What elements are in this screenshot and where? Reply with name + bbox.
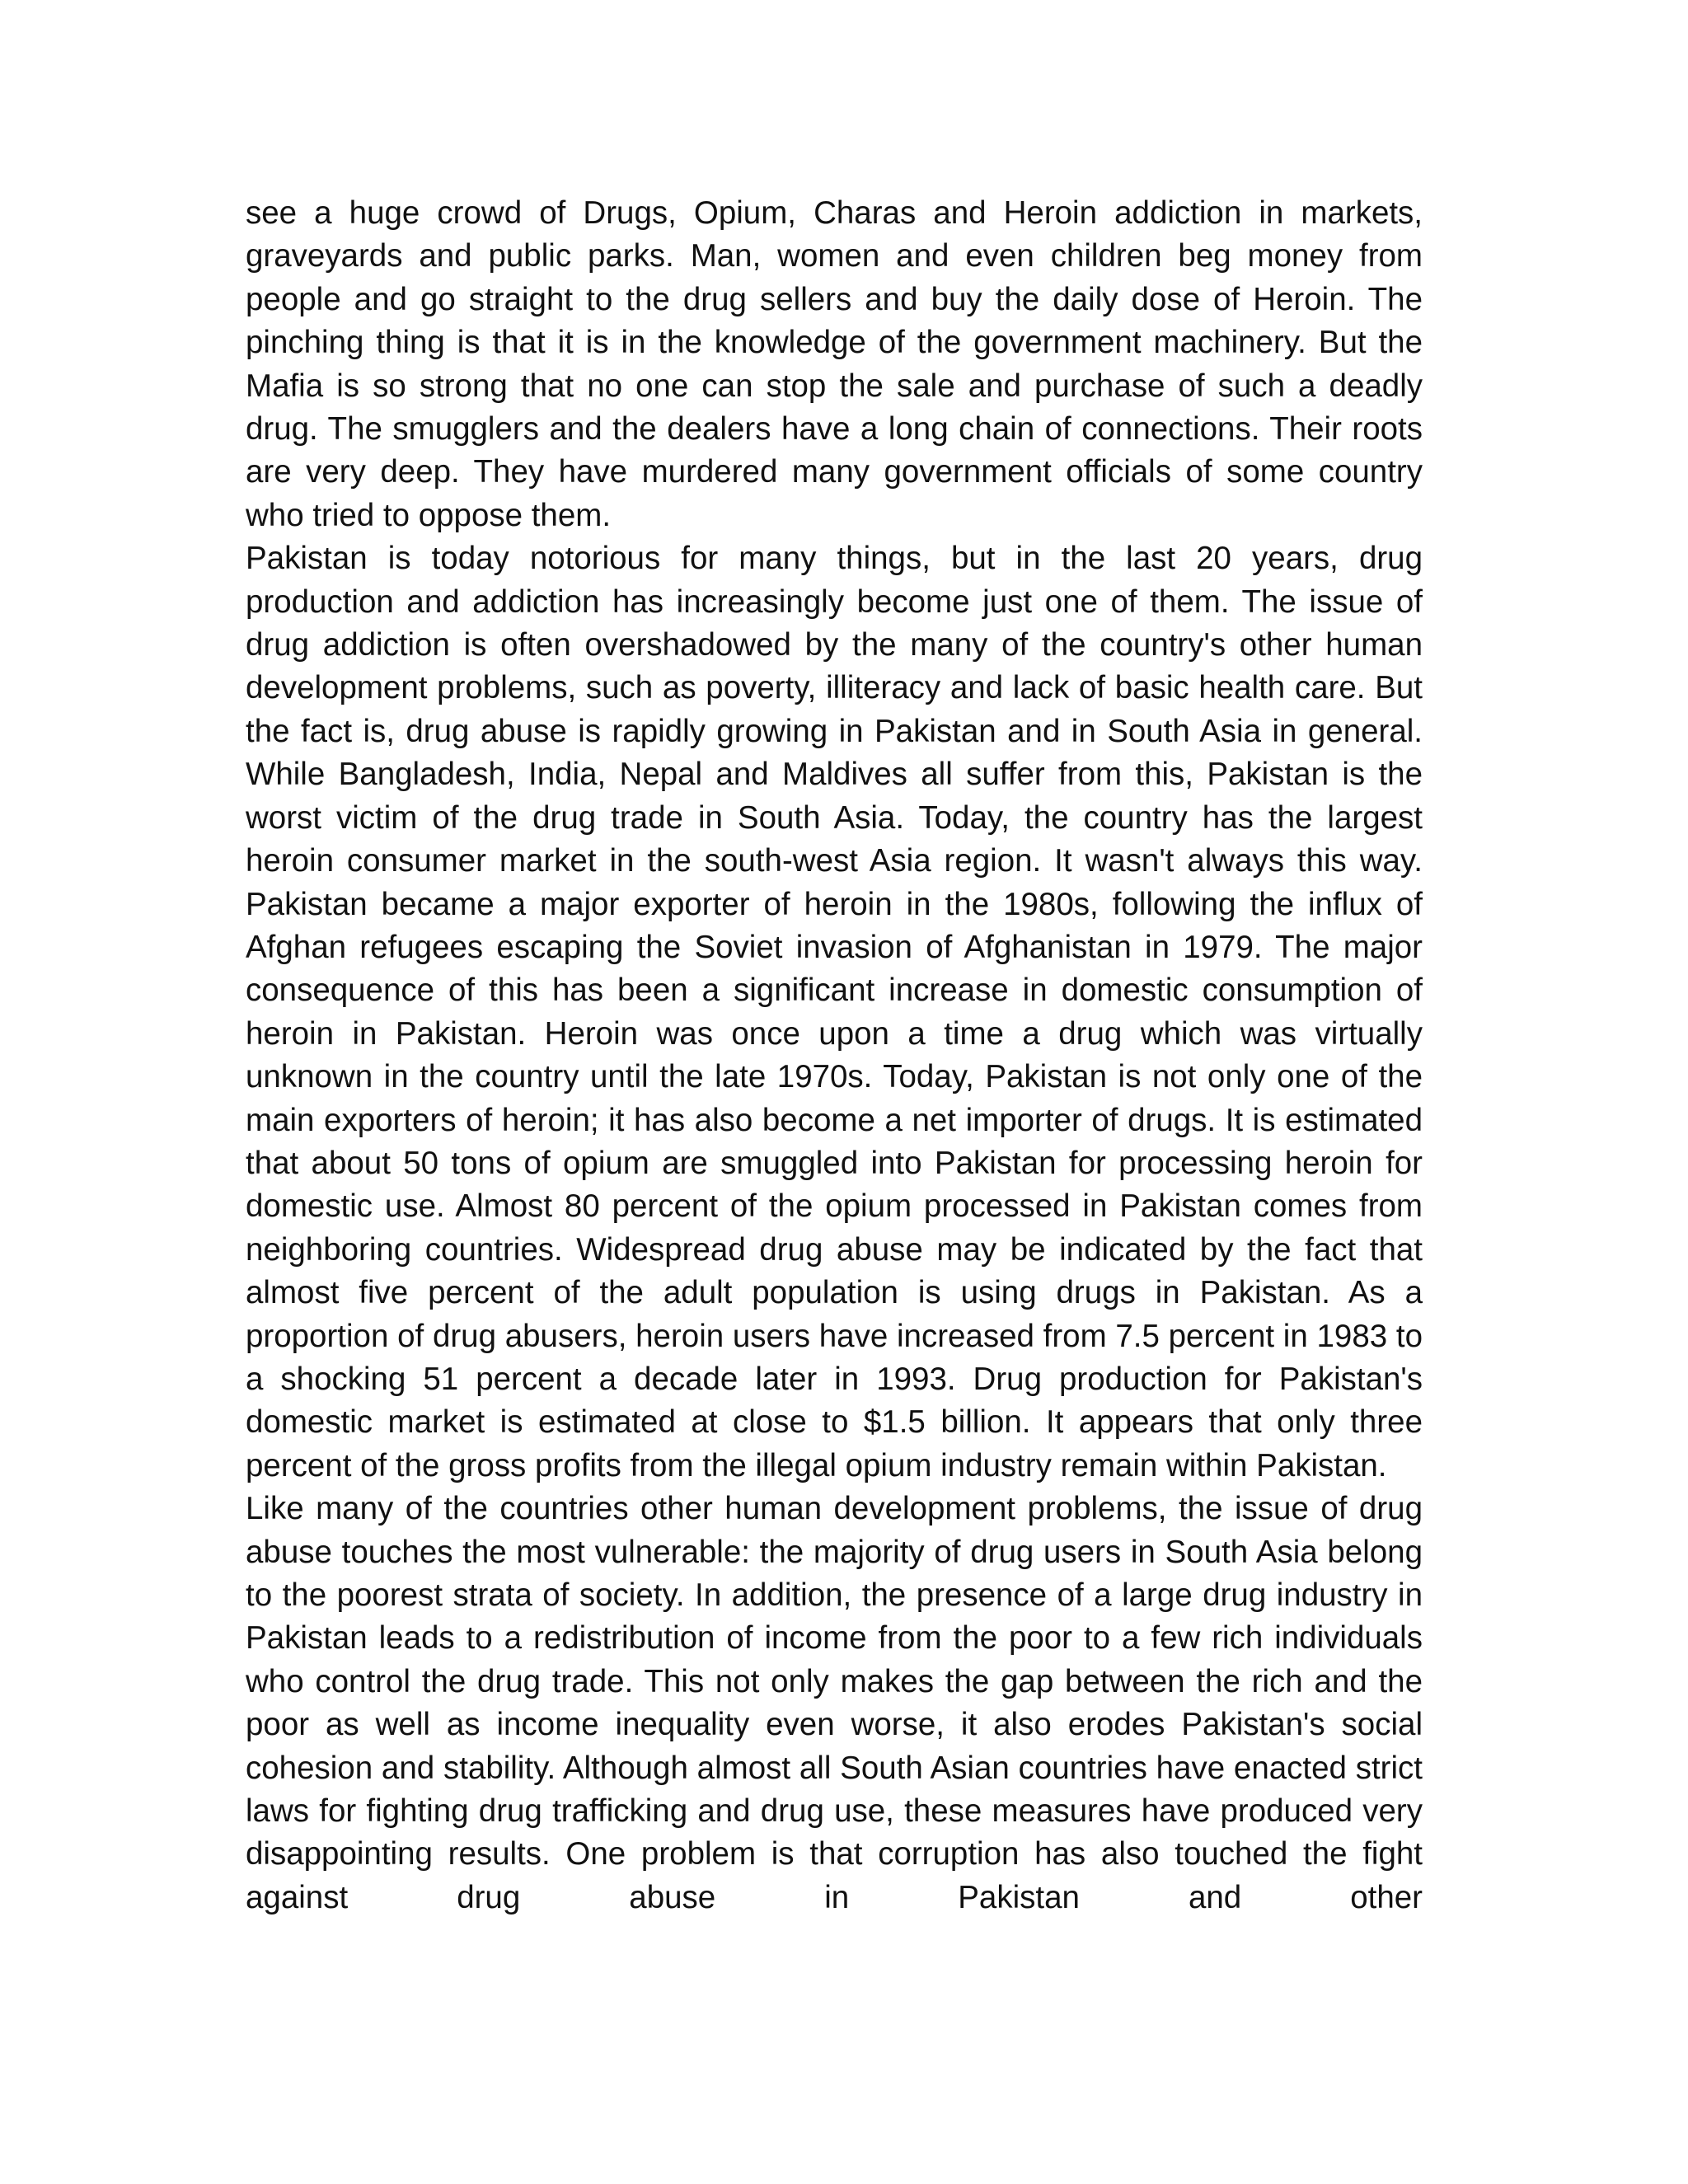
body-text (246, 192, 1423, 1919)
paragraph-1: see a huge crowd of Drugs, Opium, Charas and Heroin addiction in markets, graveyards and public parks. Man, women and even children beg money from people and go straight to the drug sellers and buy the daily dose of Heroin. The pinching thing is that it is in the knowledge of the government machinery. But the Mafia is so strong that no one can stop the sale and purchase of such a deadly drug. The smugglers and the dealers have a long chain of connections. Their roots are very deep. They have murdered many government officials of some country who tried to oppose them. (246, 195, 1423, 533)
paragraph-3: Like many of the countries other human development problems, the issue of drug abuse touches the most vulnerable: the majority of drug users in South Asia belong to the poorest strata of society. In addition, the presence of a large drug industry in Pakistan leads to a redistribution of income from the poor to a few rich individuals who control the drug trade. This not only makes the gap between the rich and the poor as well as income inequality even worse, it also erodes Pakistan's social cohesion and stability. Although almost all South Asian countries have enacted strict laws for fighting drug trafficking and drug use, these measures have produced very disappointing results. One problem is that corruption has also touched the fight against drug abuse in Pakistan and other (246, 1491, 1423, 1915)
paragraph-2: Pakistan is today notorious for many things, but in the last 20 years, drug production and addiction has increasingly become just one of them. The issue of drug addiction is often overshadowed by the many of the country's other human development problems, such as poverty, illiteracy and lack of basic health care. But the fact is, drug abuse is rapidly growing in Pakistan and in South Asia in general. While Bangladesh, India, Nepal and Maldives all suffer from this, Pakistan is the worst victim of the drug trade in South Asia. Today, the country has the largest heroin consumer market in the south-west Asia region. It wasn't always this way. Pakistan became a major exporter of heroin in the 1980s, following the influx of Afghan refugees escaping the Soviet invasion of Afghanistan in 1979. The major consequence of this has been a significant increase in domestic consumption of heroin in Pakistan. Heroin was once upon a time a drug which was virtually unknown in the country until the late 1970s. Today, Pakistan is not only one of the main exporters of heroin; it has also become a net importer of drugs. It is estimated that about 50 tons of opium are smuggled into Pakistan for processing heroin for domestic use. Almost 80 percent of the opium processed in Pakistan comes from neighboring countries. Widespread drug abuse may be indicated by the fact that almost five percent of the adult population is using drugs in Pakistan. As a proportion of drug abusers, heroin users have increased from 7.5 percent in 1983 to a shocking 51 percent a decade later in 1993. Drug production for Pakistan's domestic market is estimated at close to $1.5 billion. It appears that only three percent of the gross profits from the illegal opium industry remain within Pakistan. (246, 541, 1423, 1483)
